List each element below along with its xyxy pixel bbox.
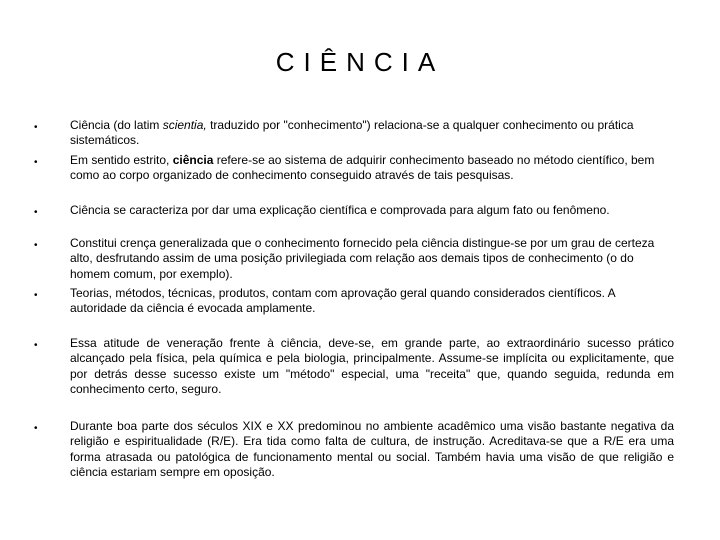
item-text: Durante boa parte dos séculos XIX e XX predominou no ambiente acadêmico uma visão bastante negativa da religião e espiritualidade (R/E). Era tida como falta de cultura, de instrução. Acreditava-se que a R/E era uma forma atrasada ou patológica de funcionamento mental ou social. Também havia uma visão de que religião e ciência estariam sempre em oposição. [70,419,674,480]
item-text: Ciência se caracteriza por dar uma explicação científica e comprovada para algum fato ou fenômeno. [70,203,610,217]
item-text-part: traduzido por "conhecimento") relaciona-se a qualquer conhecimento ou prática sistemáticos. [70,118,634,148]
bullet-icon: • [34,207,38,218]
bullet-icon: • [34,122,38,133]
bullet-icon: • [34,340,38,351]
item-text-bold: ciência [172,153,214,167]
item-text-part: Ciência (do latim [70,118,163,132]
item-text: Constitui crença generalizada que o conhecimento fornecido pela ciência distingue-se por um grau de certeza alto, desfrutando assim de uma posição privilegiada com relação aos demais tipos de conhecimento (o do homem comum, por exemplo). [70,236,655,281]
item-text: Essa atitude de veneração frente à ciência, deve-se, em grande parte, ao extraordinário sucesso prático alcançado pela física, pela química e pela biologia, principalmente. Assume-se implícita ou explicitamente, que por detrás desse sucesso existe um "método" especial, uma "receita" que, quando seguida, redunda em conhecimento certo, seguro. [70,336,674,397]
bullet-icon: • [34,240,38,251]
bullet-icon: • [34,157,38,168]
bullet-icon: • [34,423,38,434]
item-text-part: refere-se ao sistema de adquirir conhecimento baseado no método científico, bem como ao corpo organizado de conhecimento conseguido através de tais pesquisas. [70,153,655,183]
item-text [70,118,674,149]
item-text-part: Em sentido estrito, [70,153,173,167]
slide-title: CIÊNCIA [275,47,445,77]
item-text [70,153,674,184]
item-text-italic: scientia, [162,118,207,132]
bullet-icon: • [34,290,38,301]
item-text: Teorias, métodos, técnicas, produtos, contam com aprovação geral quando considerados científicos. A autoridade da ciência é evocada amplamente. [70,286,615,316]
